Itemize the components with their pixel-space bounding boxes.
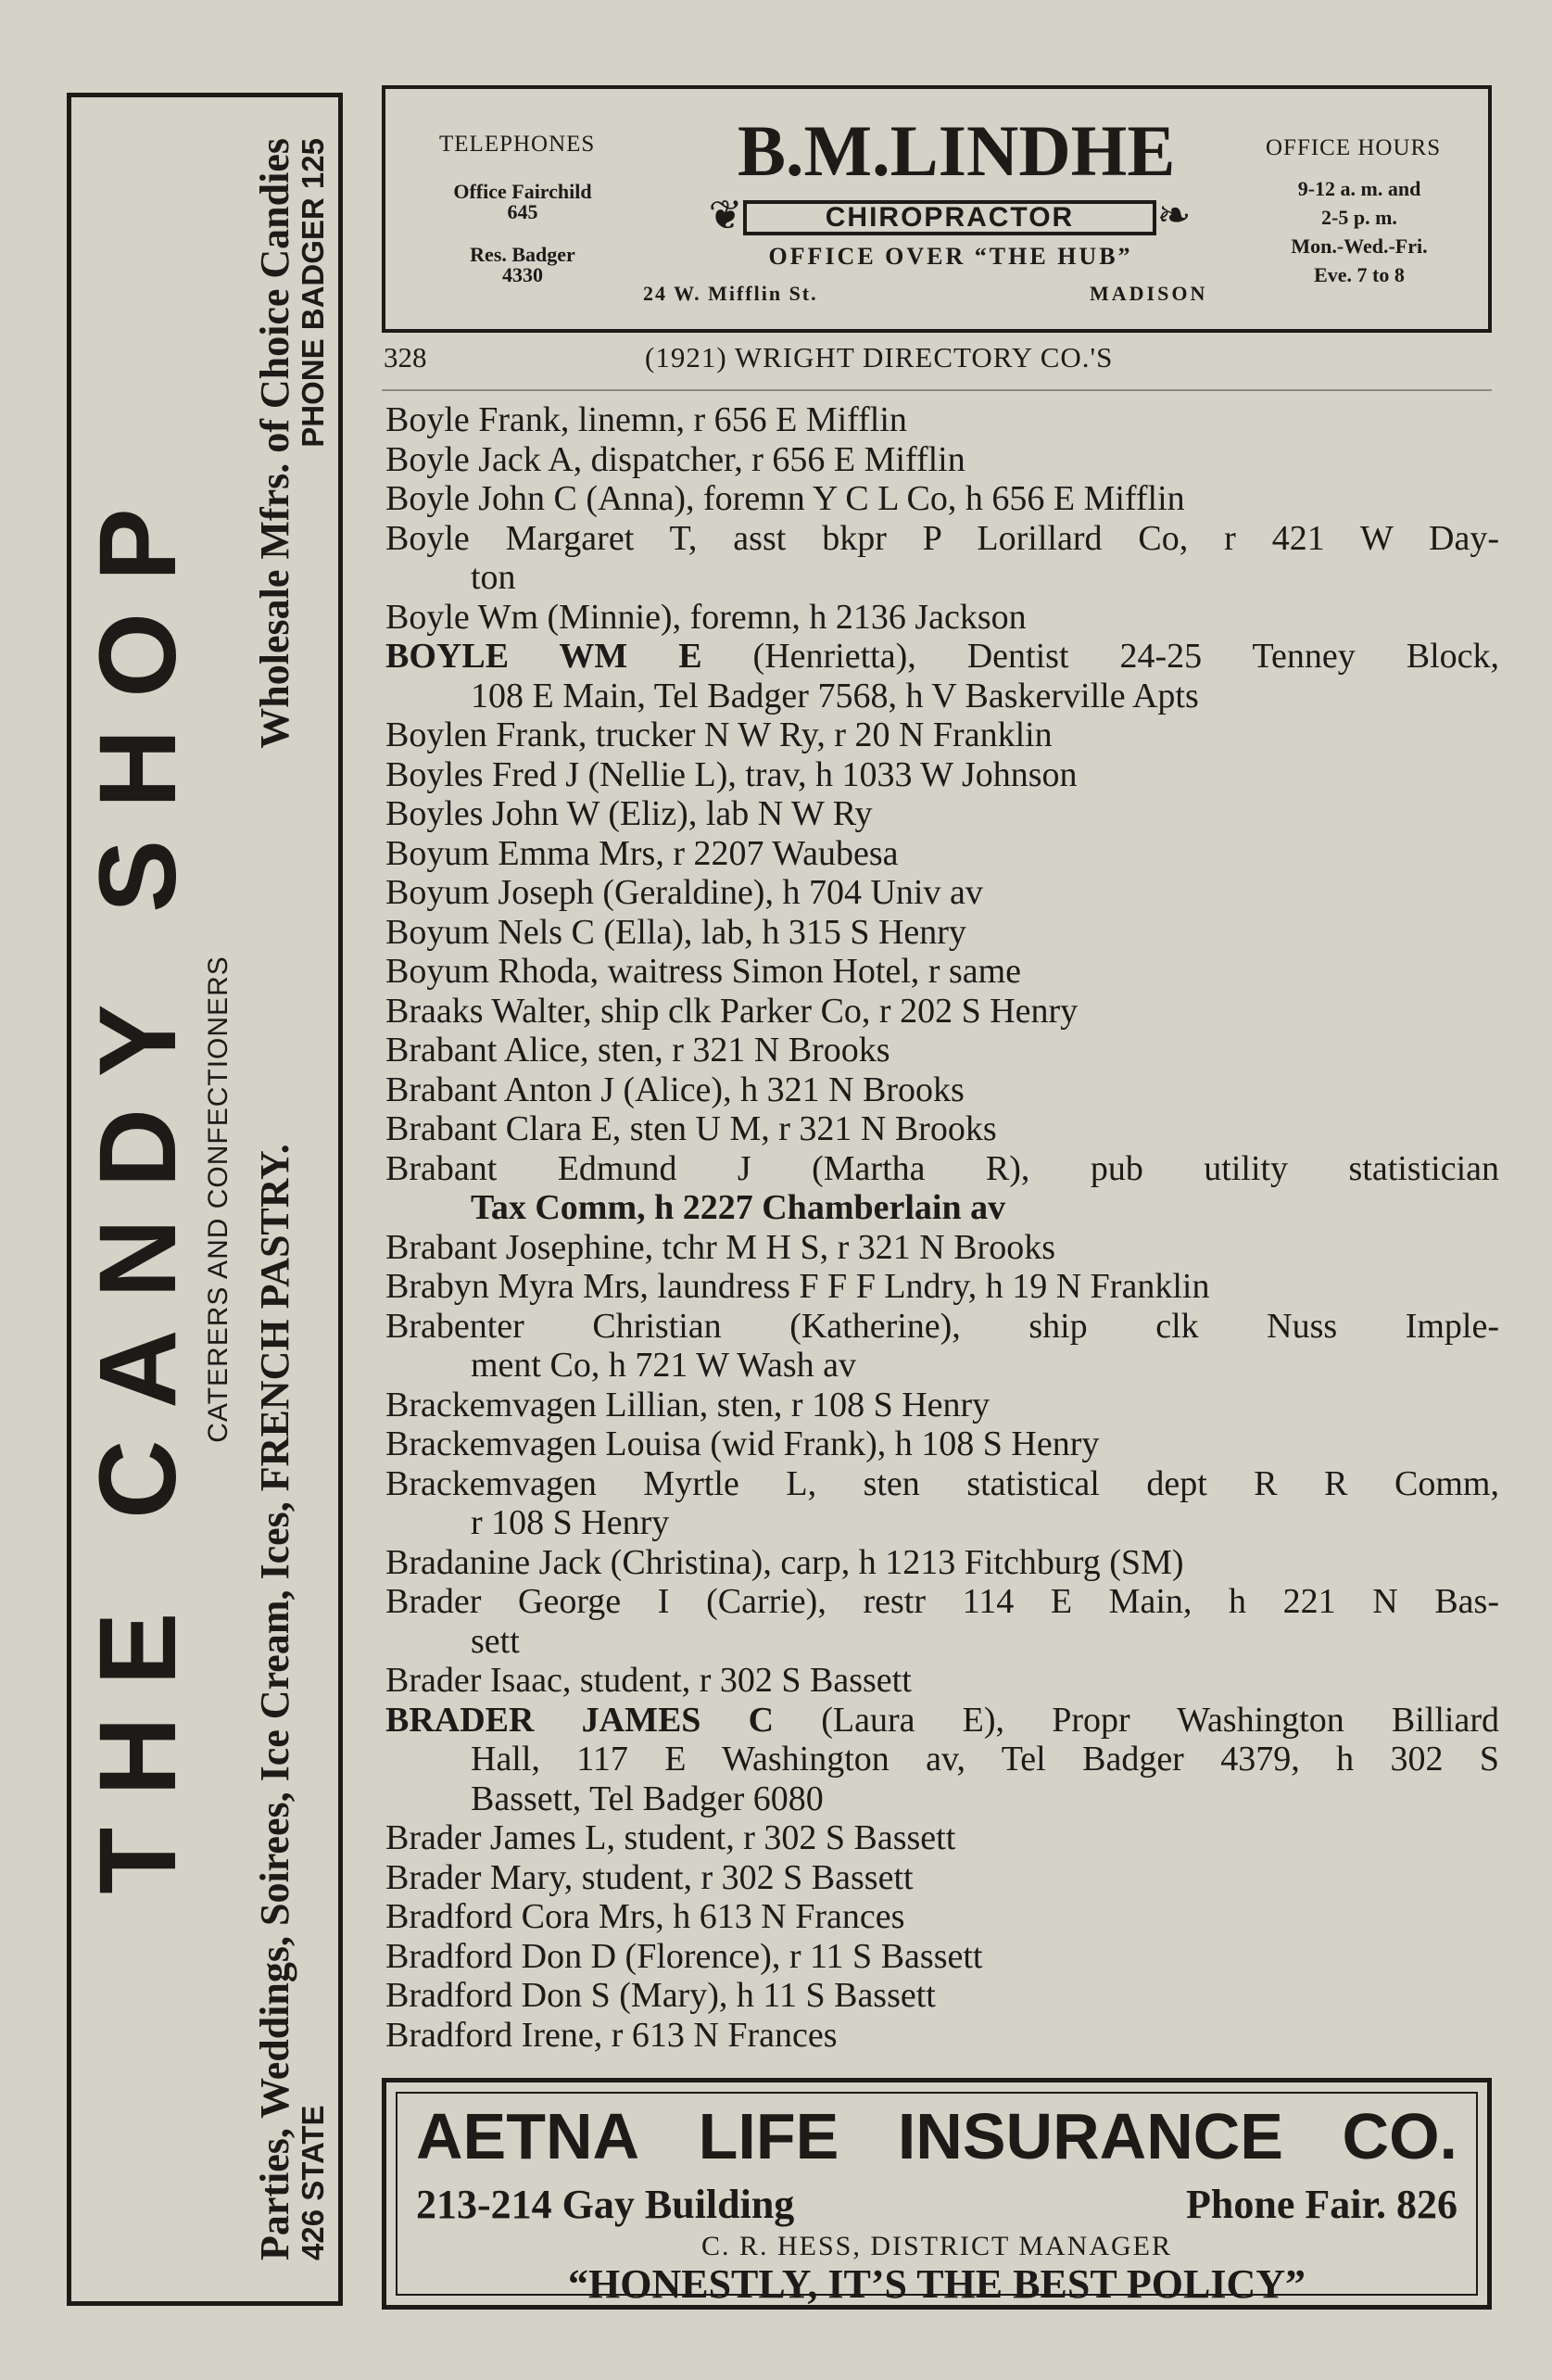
- entry-line: [385, 1228, 1499, 1268]
- directory-entry: [385, 715, 1499, 755]
- directory-entry: [385, 1464, 1499, 1543]
- directory-entry: [385, 1149, 1499, 1228]
- entry-line: [385, 1543, 1499, 1583]
- aetna-word: AETNA: [416, 2100, 640, 2172]
- entry-line: [385, 1307, 1499, 1347]
- directory-entry: [385, 992, 1499, 1032]
- directory-entry: [385, 598, 1499, 638]
- entry-text: Bassett, Tel Badger 6080: [471, 1779, 824, 1818]
- directory-entry: [385, 1976, 1499, 2016]
- entry-text: r 108 S Henry: [471, 1503, 670, 1542]
- entry-text: Brader George I (Carrie), restr 114 E Main, h 221 N Bas-: [385, 1582, 1499, 1621]
- entry-text: Tax Comm, h 2227 Chamberlain av: [471, 1188, 1006, 1227]
- directory-entry: [385, 913, 1499, 953]
- directory-entry: [385, 637, 1499, 715]
- scroll-left-icon: ❦: [708, 193, 743, 238]
- entry-line: [385, 1386, 1499, 1425]
- candy-shop-phone: PHONE BADGER 125: [296, 138, 330, 448]
- directory-entry: [385, 1386, 1499, 1425]
- entry-line: [385, 1701, 1499, 1741]
- candy-shop-address: 426 STATE: [296, 2105, 330, 2260]
- directory-entry: [385, 1897, 1499, 1937]
- entry-continuation-line: [385, 1346, 1499, 1386]
- entry-line: [385, 952, 1499, 992]
- directory-entry: [385, 1818, 1499, 1858]
- entry-continuation-line: [385, 1188, 1499, 1228]
- entry-line: [385, 1070, 1499, 1110]
- entry-text: Boyles Fred J (Nellie L), trav, h 1033 W Johnson: [385, 754, 1078, 794]
- entry-text: Brabant Edmund J (Martha R), pub utility statistician: [385, 1148, 1499, 1188]
- scroll-right-icon: ❧: [1156, 193, 1192, 238]
- entry-line: [385, 479, 1499, 519]
- entry-text: Bradford Don D (Florence), r 11 S Bassett: [385, 1936, 983, 1976]
- entry-text: Brabant Alice, sten, r 321 N Brooks: [385, 1031, 890, 1070]
- hours-line-1: 9-12 a. m. and: [1297, 177, 1421, 200]
- entry-line: [385, 1149, 1499, 1189]
- entry-text: Boyle Margaret T, asst bkpr P Lorillard Co, r 421 W Day-: [385, 518, 1499, 558]
- res-phone-line-2: 4330: [502, 263, 543, 286]
- entry-line: [385, 1464, 1499, 1504]
- header-rule: [382, 389, 1492, 391]
- aetna-word: CO.: [1342, 2100, 1457, 2172]
- candy-shop-ad-rotated: [75, 110, 334, 2288]
- entry-text: Brackemvagen Louisa (wid Frank), h 108 S Henry: [385, 1424, 1100, 1463]
- office-over-hub: OFFICE OVER “THE HUB”: [768, 243, 1133, 270]
- candy-shop-services: Parties, Weddings, Soirees, Ice Cream, Ices, FRENCH PASTRY.: [252, 1144, 297, 2260]
- directory-entry: [385, 479, 1499, 519]
- office-phone-line-1: Office Fairchild: [453, 180, 592, 203]
- directory-entry: [385, 873, 1499, 913]
- directory-entry: [385, 1661, 1499, 1701]
- hours-line-4: Eve. 7 to 8: [1314, 263, 1405, 286]
- entry-line: [385, 400, 1499, 440]
- office-phone-line-2: 645: [507, 200, 538, 223]
- candy-shop-ad: [67, 93, 343, 2306]
- aetna-insurance-ad: [382, 2078, 1492, 2310]
- entry-text: Boyle Jack A, dispatcher, r 656 E Mifflin: [385, 439, 965, 479]
- candy-shop-caterers: CATERERS AND CONFECTIONERS: [203, 956, 233, 1443]
- aetna-word: INSURANCE: [897, 2100, 1283, 2172]
- directory-entry: [385, 400, 1499, 440]
- entry-line: [385, 1897, 1499, 1937]
- directory-entry: [385, 755, 1499, 795]
- aetna-inner-frame: [396, 2092, 1478, 2307]
- entry-text: (Laura E), Propr Washington Billiard: [774, 1700, 1499, 1740]
- aetna-motto: “HONESTLY, IT’S THE BEST POLICY”: [568, 2261, 1306, 2307]
- entry-text: Boyle John C (Anna), foremn Y C L Co, h 656 E Mifflin: [385, 479, 1185, 518]
- directory-entry: [385, 1228, 1499, 1268]
- aetna-building: 213-214 Gay Building: [416, 2182, 795, 2227]
- lindhe-address: 24 W. Mifflin St.: [643, 282, 818, 305]
- entry-line: [385, 913, 1499, 953]
- entry-text: Bradford Cora Mrs, h 613 N Frances: [385, 1897, 905, 1936]
- entry-text: Boyle Wm (Minnie), foremn, h 2136 Jackson: [385, 597, 1027, 637]
- entry-line: [385, 1858, 1499, 1898]
- entry-line: [385, 1818, 1499, 1858]
- entry-continuation-line: [385, 1740, 1499, 1779]
- aetna-company-name: [397, 2101, 1476, 2171]
- directory-entry: [385, 794, 1499, 834]
- entry-bold-name: BOYLE WM E: [385, 637, 702, 676]
- lindhe-chiropractor-ad: [382, 85, 1492, 333]
- entry-text: Boyum Emma Mrs, r 2207 Waubesa: [385, 833, 899, 873]
- directory-entry: [385, 1424, 1499, 1464]
- directory-entry: [385, 1582, 1499, 1661]
- candy-shop-wholesale: Wholesale Mfrs. of Choice Candies: [252, 138, 297, 749]
- directory-entry: [385, 1701, 1499, 1819]
- entry-continuation-line: [385, 558, 1499, 598]
- office-hours-label: OFFICE HOURS: [1266, 135, 1442, 160]
- entry-text: Brabant Anton J (Alice), h 321 N Brooks: [385, 1070, 965, 1109]
- directory-entry: [385, 1031, 1499, 1070]
- directory-entry: [385, 1543, 1499, 1583]
- entry-line: [385, 755, 1499, 795]
- directory-entry: [385, 440, 1499, 480]
- entry-text: Boyum Rhoda, waitress Simon Hotel, r same: [385, 952, 1022, 991]
- directory-entry: [385, 834, 1499, 874]
- entry-text: Brackemvagen Lillian, sten, r 108 S Henry: [385, 1385, 991, 1424]
- directory-entry: [385, 519, 1499, 598]
- entry-line: [385, 637, 1499, 677]
- office-hours: [1262, 174, 1457, 289]
- aetna-manager: C. R. HESS, DISTRICT MANAGER: [700, 2231, 1172, 2261]
- directory-entry: [385, 1109, 1499, 1149]
- entry-line: [385, 440, 1499, 480]
- entry-text: 108 E Main, Tel Badger 7568, h V Baskerville Apts: [471, 676, 1199, 715]
- entry-text: Boyle Frank, linemn, r 656 E Mifflin: [385, 400, 907, 439]
- entry-line: [385, 992, 1499, 1032]
- entry-line: [385, 1424, 1499, 1464]
- residence-phone: [430, 245, 615, 285]
- candy-shop-line-2: [296, 138, 331, 2260]
- lindhe-name: B.M.LINDHE: [738, 110, 1176, 191]
- directory-listings: [385, 400, 1499, 2055]
- entry-text: ment Co, h 721 W Wash av: [471, 1346, 856, 1385]
- entry-line: [385, 834, 1499, 874]
- entry-line: [385, 873, 1499, 913]
- entry-text: Bradanine Jack (Christina), carp, h 1213 Fitchburg (SM): [385, 1542, 1184, 1582]
- entry-line: [385, 598, 1499, 638]
- entry-text: Boyum Joseph (Geraldine), h 704 Univ av: [385, 873, 983, 912]
- directory-entry: [385, 1267, 1499, 1307]
- entry-bold-name: BRADER JAMES C: [385, 1700, 775, 1740]
- entry-continuation-line: [385, 677, 1499, 716]
- candy-shop-title: THE CANDY SHOP: [77, 476, 199, 1894]
- entry-text: Brabant Clara E, sten U M, r 321 N Brooks: [385, 1109, 997, 1148]
- entry-line: [385, 519, 1499, 559]
- page-number: 328: [384, 341, 427, 373]
- aetna-word: LIFE: [698, 2100, 839, 2172]
- entry-text: ton: [471, 558, 516, 597]
- entry-text: Brader James L, student, r 302 S Bassett: [385, 1818, 956, 1857]
- running-head: (1921) WRIGHT DIRECTORY CO.'S: [645, 341, 1114, 373]
- entry-line: [385, 1937, 1499, 1977]
- entry-text: Boylen Frank, trucker N W Ry, r 20 N Franklin: [385, 715, 1053, 754]
- entry-text: Boyum Nels C (Ella), lab, h 315 S Henry: [385, 912, 966, 952]
- entry-text: Bradford Don S (Mary), h 11 S Bassett: [385, 1976, 936, 2015]
- chiropractor-label: CHIROPRACTOR: [743, 200, 1156, 235]
- directory-entry: [385, 1070, 1499, 1110]
- entry-line: [385, 1661, 1499, 1701]
- entry-text: Bradford Irene, r 613 N Frances: [385, 2015, 838, 2055]
- chiropractor-banner: [704, 195, 1195, 241]
- directory-entry: [385, 952, 1499, 992]
- entry-continuation-line: [385, 1779, 1499, 1819]
- entry-line: [385, 794, 1499, 834]
- hours-line-2: 2-5 p. m.: [1321, 206, 1397, 229]
- entry-line: [385, 1267, 1499, 1307]
- telephones-label: TELEPHONES: [439, 132, 596, 157]
- hours-line-3: Mon.-Wed.-Fri.: [1291, 234, 1428, 258]
- entry-continuation-line: [385, 1622, 1499, 1662]
- directory-entry: [385, 1858, 1499, 1898]
- entry-line: [385, 1582, 1499, 1622]
- entry-text: Brackemvagen Myrtle L, sten statistical dept R R Comm,: [385, 1463, 1499, 1503]
- entry-text: (Henrietta), Dentist 24-25 Tenney Block,: [701, 637, 1499, 676]
- entry-text: Brader Mary, student, r 302 S Bassett: [385, 1857, 914, 1897]
- entry-line: [385, 2016, 1499, 2056]
- candy-shop-line-1: [251, 138, 298, 2260]
- entry-text: Braaks Walter, ship clk Parker Co, r 202 S Henry: [385, 991, 1079, 1031]
- lindhe-city: MADISON: [1090, 282, 1208, 305]
- aetna-phone: Phone Fair. 826: [1186, 2182, 1457, 2227]
- entry-line: [385, 1976, 1499, 2016]
- res-phone-line-1: Res. Badger: [470, 243, 575, 266]
- office-phone: [430, 182, 615, 222]
- directory-entry: [385, 2016, 1499, 2056]
- entry-text: sett: [471, 1621, 520, 1661]
- entry-text: Brader Isaac, student, r 302 S Bassett: [385, 1661, 912, 1700]
- entry-text: Brabyn Myra Mrs, laundress F F F Lndry, h 19 N Franklin: [385, 1267, 1210, 1306]
- entry-line: [385, 1031, 1499, 1070]
- entry-line: [385, 1109, 1499, 1149]
- entry-continuation-line: [385, 1503, 1499, 1543]
- entry-text: Boyles John W (Eliz), lab N W Ry: [385, 794, 873, 833]
- directory-entry: [385, 1937, 1499, 1977]
- entry-text: Brabant Josephine, tchr M H S, r 321 N Brooks: [385, 1227, 1055, 1267]
- entry-text: Brabenter Christian (Katherine), ship clk Nuss Imple-: [385, 1306, 1499, 1346]
- entry-line: [385, 715, 1499, 755]
- directory-entry: [385, 1307, 1499, 1386]
- entry-text: Hall, 117 E Washington av, Tel Badger 4379, h 302 S: [471, 1740, 1499, 1779]
